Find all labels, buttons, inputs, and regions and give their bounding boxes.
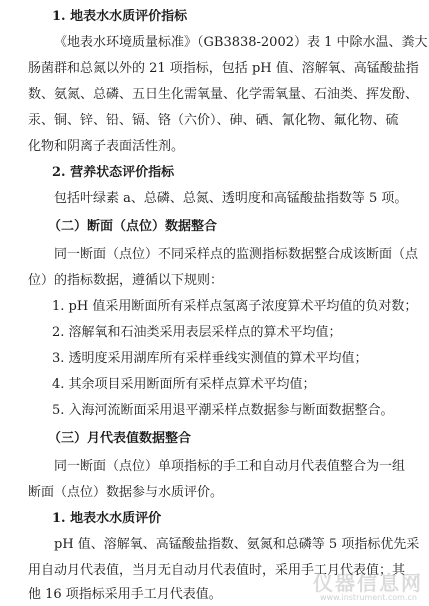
heading-nutrient-indicators: 2. 营养状态评价指标 bbox=[52, 165, 175, 180]
paragraph-line: 位）的指标数据，遵循以下规则： bbox=[28, 273, 224, 288]
paragraph-line: 包括叶绿素 a、总磷、总氮、透明度和高锰酸盐指数等 5 项。 bbox=[54, 191, 408, 206]
paragraph-line: 《地表水环境质量标准》（GB3838-2002）表 1 中除水温、粪大 bbox=[54, 35, 428, 50]
paragraph-line: 他 16 项指标采用手工月代表值。 bbox=[28, 587, 222, 602]
paragraph-line: 同一断面（点位）不同采样点的监测指标数据整合成该断面（点 bbox=[54, 247, 419, 262]
heading-surface-water-evaluation: 1. 地表水水质评价 bbox=[52, 511, 162, 526]
paragraph-line: pH 值、溶解氧、高锰酸盐指数、氨氮和总磷等 5 项指标优先采 bbox=[54, 537, 420, 552]
rule-item: 5. 入海河流断面采用退平潮采样点数据参与断面数据整合。 bbox=[52, 403, 394, 418]
rule-item: 1. pH 值采用断面所有采样点氢离子浓度算术平均值的负对数； bbox=[52, 299, 418, 314]
paragraph-line: 用自动月代表值，当月无自动月代表值时，采用手工月代表值；其 bbox=[28, 563, 406, 578]
paragraph-line: 数、氨氮、总磷、五日生化需氧量、化学需氧量、石油类、挥发酚、 bbox=[28, 87, 419, 102]
rule-item: 3. 透明度采用湖库所有采样垂线实测值的算术平均值； bbox=[52, 351, 368, 366]
paragraph-line: 肠菌群和总氮以外的 21 项指标，包括 pH 值、溶解氧、高锰酸盐指 bbox=[28, 61, 419, 76]
paragraph-line: 同一断面（点位）单项指标的手工和自动月代表值整合为一组 bbox=[54, 459, 406, 474]
watermark-logo-text: 仪器信息网 bbox=[313, 571, 423, 595]
paragraph-line: 断面（点位）数据参与水质评价。 bbox=[28, 485, 224, 500]
rule-item: 2. 溶解氧和石油类采用表层采样点的算术平均值； bbox=[52, 325, 342, 340]
watermark-url: www.instrument.com.cn bbox=[320, 593, 417, 602]
paragraph-line: 汞、铜、锌、铅、镉、铬（六价）、砷、硒、氰化物、氟化物、硫 bbox=[28, 113, 399, 128]
heading-section-data-integration: （二）断面（点位）数据整合 bbox=[48, 219, 218, 234]
rule-item: 4. 其余项目采用断面所有采样点算术平均值； bbox=[52, 377, 316, 392]
paragraph-line: 化物和阴离子表面活性剂。 bbox=[28, 139, 185, 154]
heading-surface-water-indicators: 1. 地表水水质评价指标 bbox=[52, 9, 188, 24]
heading-section-monthly-values: （三）月代表值数据整合 bbox=[48, 431, 192, 446]
